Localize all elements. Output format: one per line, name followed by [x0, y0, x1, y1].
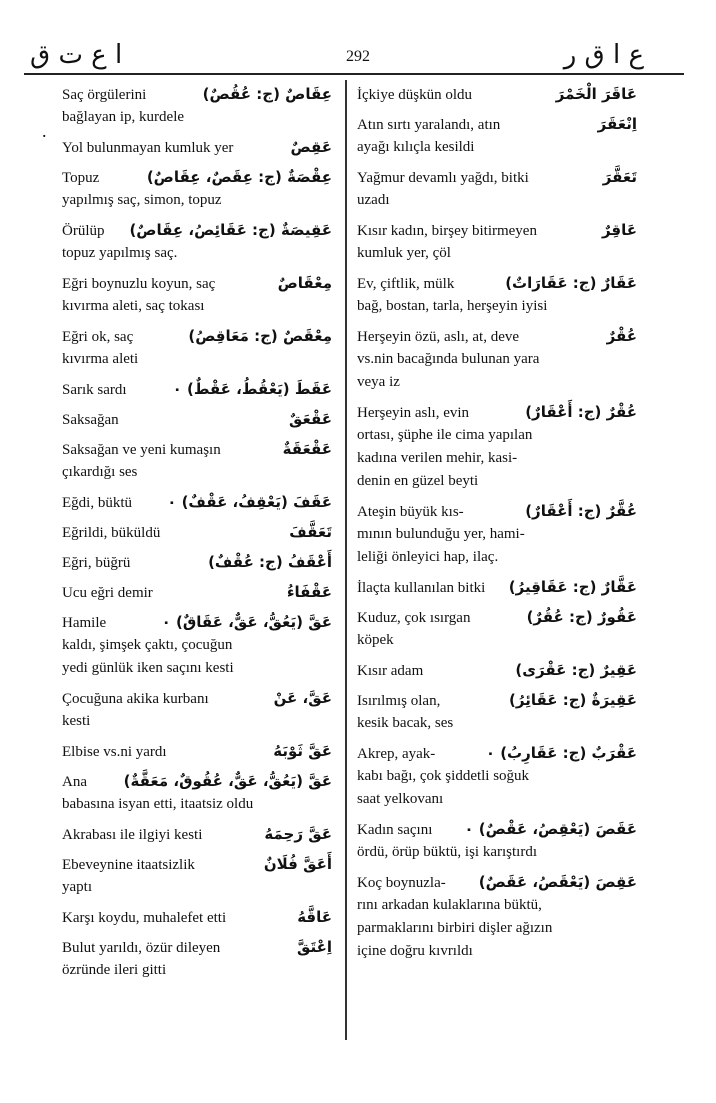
entry-arabic-headword: اِنْعَقَرَ: [597, 115, 637, 133]
dictionary-entry: [62, 935, 332, 988]
dictionary-entry: [62, 377, 332, 407]
entry-continuation-line: bağ, bostan, tarla, herşeyin iyisi: [357, 298, 548, 314]
entry-arabic-headword: عَقْعَقَةٌ: [282, 440, 332, 458]
entry-translation: Koç boynuzla-: [357, 875, 446, 891]
dictionary-entry: [62, 490, 332, 520]
entry-continuation-line: denin en güzel beyti: [357, 473, 479, 489]
dictionary-entry: [62, 218, 332, 271]
entry-arabic-headword: مِعْقَاصٌ: [277, 274, 332, 292]
dictionary-entry: [357, 400, 637, 499]
dictionary-entry: [62, 580, 332, 610]
entry-continuation-line: leliği önleyici hap, ilaç.: [357, 549, 499, 565]
dictionary-entry: [357, 271, 637, 324]
entry-translation: Elbise vs.ni yardı: [62, 744, 167, 760]
entry-arabic-headword: عَقْفَاءُ: [286, 583, 332, 601]
dictionary-entry: [62, 520, 332, 550]
header-left-letters: ا ع ت ق: [30, 40, 123, 70]
entry-arabic-headword: عَقَارٌ (ج: عَقَارَاتٌ): [505, 274, 637, 292]
entry-continuation-line: kıvırma aleti, saç tokası: [62, 298, 205, 314]
column-divider: [345, 80, 347, 1040]
entry-translation: Kısır adam: [357, 663, 424, 679]
entry-continuation-line: ördü, örüp büktü, işi karıştırdı: [357, 844, 537, 860]
entry-arabic-headword: عُقْرٌ (ج: أَعْقَارٌ): [525, 403, 637, 421]
dictionary-entry: [357, 165, 637, 218]
entry-translation: Sarık sardı: [62, 382, 127, 398]
entry-translation: Atın sırtı yaralandı, atın: [357, 117, 501, 133]
dictionary-entry: [62, 822, 332, 852]
entry-translation: İlaçta kullanılan bitki: [357, 580, 486, 596]
entry-translation: Akrabası ile ilgiyi kesti: [62, 827, 203, 843]
entry-translation: Karşı koydu, muhalefet etti: [62, 910, 227, 926]
entry-continuation-line: ortası, şüphe ile cima yapılan: [357, 427, 533, 443]
entry-arabic-headword: عُقَّرٌ (ج: أَعْقَارٌ): [525, 502, 637, 520]
entry-continuation-line: kaldı, şimşek çaktı, çocuğun: [62, 637, 233, 653]
entry-arabic-headword: عَقَطَ (يَعْقُطُ، عَقْطٌ) ٠: [172, 380, 332, 398]
dictionary-entry: [62, 437, 332, 490]
entry-translation: Ateşin büyük kıs-: [357, 504, 464, 520]
entry-translation: Saksağan ve yeni kumaşın: [62, 442, 221, 458]
page-number: 292: [346, 48, 370, 65]
entry-translation: Kısır kadın, birşey bitirmeyen: [357, 223, 537, 239]
dictionary-entry: [62, 610, 332, 686]
entry-translation: Kuduz, çok ısırgan: [357, 610, 471, 626]
entry-arabic-headword: عَقِيرَةٌ (ج: عَقَائِرُ): [509, 691, 637, 709]
dictionary-entry: [62, 550, 332, 580]
entry-continuation-line: kesti: [62, 713, 91, 729]
dictionary-entry: [62, 324, 332, 377]
entry-continuation-line: yapılmış saç, simon, topuz: [62, 192, 222, 208]
left-column: [62, 82, 332, 988]
header-right-letters: ع ا ق ر: [563, 40, 644, 70]
entry-translation: Ebeveynine itaatsizlik: [62, 857, 195, 873]
entry-translation: Isırılmış olan,: [357, 693, 441, 709]
entry-continuation-line: saat yelkovanı: [357, 791, 444, 807]
dictionary-entry: [62, 739, 332, 769]
entry-continuation-line: köpek: [357, 632, 394, 648]
entry-continuation-line: mının bulunduğu yer, hami-: [357, 526, 525, 542]
entry-arabic-headword: اِعْتَقَّ: [296, 938, 332, 956]
entry-translation: Topuz: [62, 170, 100, 186]
entry-arabic-headword: عَقَفَ (يَعْقِفُ، عَقْفٌ) ٠: [167, 493, 332, 511]
entry-arabic-headword: عَقَّ (يَعُقُّ، عَقٌّ، عَقَاقٌ) ٠: [161, 613, 332, 631]
entry-arabic-headword: عَقِيصَةٌ (ج: عَقَائِصُ، عِقَاصٌ): [129, 221, 332, 239]
entry-translation: Kadın saçını: [357, 822, 433, 838]
dictionary-entry: [62, 407, 332, 437]
entry-translation: Eğri boynuzlu koyun, saç: [62, 276, 216, 292]
dictionary-entry: [62, 769, 332, 822]
entry-arabic-headword: عَقِصٌ: [290, 138, 332, 156]
entry-translation: Örülüp: [62, 223, 105, 239]
entry-continuation-line: yaptı: [62, 879, 92, 895]
dictionary-entry: [357, 112, 637, 165]
entry-translation: Ev, çiftlik, mülk: [357, 276, 455, 292]
dictionary-entry: [357, 658, 637, 688]
entry-arabic-headword: عَقَصَ (يَعْقِصُ، عَقْصٌ) ٠: [464, 820, 637, 838]
entry-translation: Eğdi, büktü: [62, 495, 132, 511]
entry-arabic-headword: عَاقَرَ الْخَمْرَ: [555, 85, 637, 103]
dictionary-entry: [357, 218, 637, 271]
entry-continuation-line: kıvırma aleti: [62, 351, 139, 367]
entry-arabic-headword: عِقَاصٌ (ج: عُقُصٌ): [202, 85, 332, 103]
entry-translation: Eğri, büğrü: [62, 555, 131, 571]
entry-continuation-line: çıkardığı ses: [62, 464, 138, 480]
entry-translation: Hamile: [62, 615, 107, 631]
dictionary-entry: [62, 82, 332, 135]
entry-translation: İçkiye düşkün oldu: [357, 87, 472, 103]
dictionary-entry: [357, 741, 637, 817]
entry-translation: Yol bulunmayan kumluk yer: [62, 140, 234, 156]
entry-continuation-line: uzadı: [357, 192, 390, 208]
dictionary-entry: [62, 905, 332, 935]
entry-continuation-line: kesik bacak, ses: [357, 715, 454, 731]
entry-arabic-headword: عِقْصَةٌ (ج: عِقَصٌ، عِقَاصٌ): [146, 168, 332, 186]
dictionary-entry: [62, 686, 332, 739]
dictionary-entry: [357, 324, 637, 400]
entry-translation: Bulut yarıldı, özür dileyen: [62, 940, 221, 956]
dictionary-entry: [357, 605, 637, 658]
entry-translation: Akrep, ayak-: [357, 746, 436, 762]
entry-translation: Herşeyin aslı, evin: [357, 405, 470, 421]
entry-translation: Saksağan: [62, 412, 119, 428]
entry-continuation-line: topuz yapılmış saç.: [62, 245, 178, 261]
entry-arabic-headword: عَقَّ (يَعُقُّ، عَقٌّ، عُقُوقٌ، مَعَقَّةٌ): [123, 772, 332, 790]
dictionary-entry: [357, 575, 637, 605]
entry-arabic-headword: عَقَّ، عَنْ: [273, 689, 332, 707]
entry-continuation-line: kabı bağı, çok şiddetli soğuk: [357, 768, 530, 784]
dictionary-entry: [357, 82, 637, 112]
entry-continuation-line: babasına isyan etti, itaatsiz oldu: [62, 796, 254, 812]
dictionary-entry: [62, 135, 332, 165]
entry-continuation-line: özründe ileri gitti: [62, 962, 167, 978]
entry-continuation-line: rını arkadan kulaklarına büktü,: [357, 897, 542, 913]
margin-mark: .: [42, 121, 47, 141]
entry-arabic-headword: عَقْعَقٌ: [288, 410, 332, 428]
entry-continuation-line: yedi günlük iken saçını kesti: [62, 660, 234, 676]
entry-translation: Eğrildi, büküldü: [62, 525, 161, 541]
entry-continuation-line: kadına verilen mehir, kasi-: [357, 450, 518, 466]
entry-continuation-line: içine doğru kıvrıldı: [357, 943, 473, 959]
entry-arabic-headword: عَقَّ رَحِمَهُ: [264, 825, 332, 843]
entry-continuation-line: veya iz: [357, 374, 400, 390]
dictionary-entry: [62, 165, 332, 218]
entry-continuation-line: parmaklarını birbiri dişler ağızın: [357, 920, 553, 936]
entry-arabic-headword: أَعَقَّ فُلَانٌ: [263, 855, 332, 873]
entry-translation: Çocuğuna akika kurbanı: [62, 691, 209, 707]
entry-arabic-headword: عُقْرٌ: [606, 327, 637, 345]
entry-translation: Ucu eğri demir: [62, 585, 153, 601]
entry-arabic-headword: أَعْقَفُ (ج: عُقْفٌ): [208, 553, 332, 571]
dictionary-entry: [62, 271, 332, 324]
entry-arabic-headword: عَقِيرٌ (ج: عَقْرَى): [515, 661, 637, 679]
dictionary-entry: [357, 688, 637, 741]
dictionary-entry: [357, 499, 637, 575]
entry-arabic-headword: عَاقِرٌ: [601, 221, 637, 239]
dictionary-entry: [357, 817, 637, 870]
entry-arabic-headword: عَقَّارٌ (ج: عَقَاقِيرُ): [508, 578, 637, 596]
entry-translation: Ana: [62, 774, 87, 790]
entry-continuation-line: kumluk yer, çöl: [357, 245, 451, 261]
entry-continuation-line: vs.nin bacağında bulunan yara: [357, 351, 540, 367]
entry-translation: Yağmur devamlı yağdı, bitki: [357, 170, 529, 186]
right-column: [357, 82, 637, 969]
entry-arabic-headword: عَقْرَبٌ (ج: عَقَارِبُ) ٠: [485, 744, 637, 762]
entry-arabic-headword: عَقِصَ (يَعْقَصُ، عَقَصٌ): [478, 873, 637, 891]
entry-translation: Eğri ok, saç: [62, 329, 134, 345]
dictionary-entry: [357, 870, 637, 969]
entry-translation: Saç örgülerini: [62, 87, 147, 103]
entry-translation: Herşeyin özü, aslı, at, deve: [357, 329, 520, 345]
header-rule: [24, 73, 684, 75]
entry-arabic-headword: عَاقَّهُ: [297, 908, 332, 926]
entry-arabic-headword: تَعَقَّرَ: [602, 168, 637, 186]
entry-continuation-line: bağlayan ip, kurdele: [62, 109, 185, 125]
entry-continuation-line: ayağı kılıçla kesildi: [357, 139, 475, 155]
entry-arabic-headword: مِعْقَصٌ (ج: مَعَاقِصُ): [188, 327, 332, 345]
entry-arabic-headword: عَقُورٌ (ج: عُقُرٌ): [526, 608, 637, 626]
entry-arabic-headword: عَقَّ ثَوْبَهُ: [273, 742, 332, 760]
entry-arabic-headword: تَعَقَّفَ: [289, 523, 332, 541]
dictionary-entry: [62, 852, 332, 905]
